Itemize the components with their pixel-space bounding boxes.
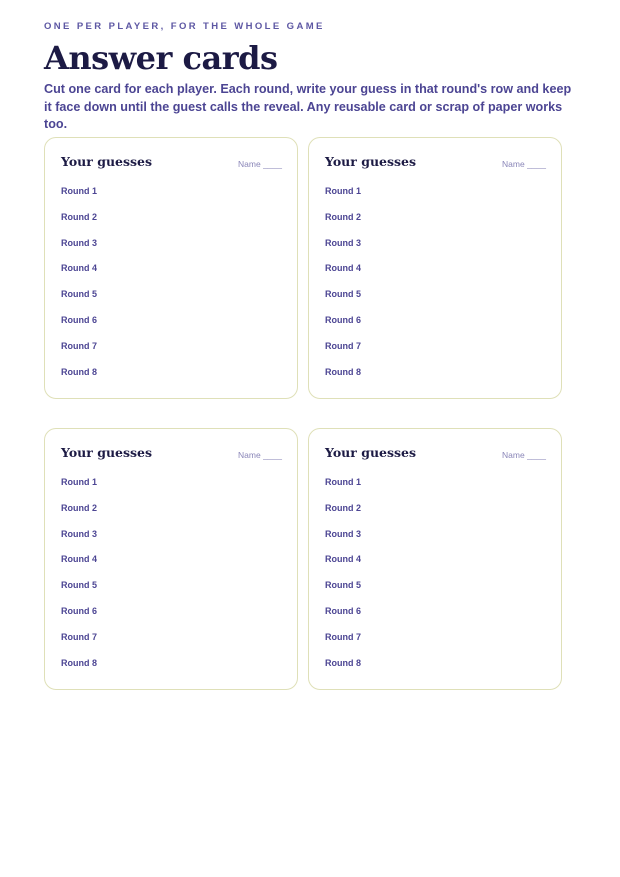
card-title: Your guesses	[61, 154, 153, 169]
round-row: Round 5	[61, 580, 97, 591]
rounds-list	[325, 184, 545, 390]
round-row: Round 5	[325, 289, 361, 300]
card-title: Your guesses	[325, 154, 417, 169]
round-row: Round 1	[325, 186, 361, 196]
round-row: Round 5	[325, 580, 361, 591]
round-row: Round 4	[61, 263, 97, 274]
answer-card	[44, 137, 298, 399]
round-row: Round 4	[325, 554, 361, 565]
round-row: Round 2	[325, 502, 361, 513]
rounds-list	[61, 184, 281, 390]
round-row: Round 1	[61, 477, 97, 487]
eyebrow-label: ONE PER PLAYER, FOR THE WHOLE GAME	[44, 21, 325, 32]
round-row: Round 7	[61, 631, 97, 642]
round-row: Round 6	[325, 605, 361, 616]
round-row: Round 3	[325, 237, 361, 248]
round-row: Round 4	[325, 263, 361, 274]
round-row: Round 3	[325, 528, 361, 539]
round-row: Round 7	[61, 340, 97, 351]
round-row: Round 6	[325, 314, 361, 325]
round-row: Round 2	[61, 211, 97, 222]
name-field: Name ____	[238, 159, 282, 169]
intro-text: Cut one card for each player. Each round, write your guess in that round's row and keep it face down until the guest calls the reveal. Any reusable card or scrap of paper works too.	[44, 82, 572, 131]
name-field: Name ____	[502, 450, 546, 460]
round-row: Round 3	[61, 528, 97, 539]
page-title: Answer cards	[44, 39, 278, 77]
answer-card	[308, 137, 562, 399]
round-row: Round 2	[61, 502, 97, 513]
name-field: Name ____	[502, 159, 546, 169]
card-title: Your guesses	[325, 445, 417, 460]
round-row: Round 8	[325, 366, 361, 377]
round-row: Round 8	[61, 657, 97, 668]
card-title: Your guesses	[61, 445, 153, 460]
round-row: Round 4	[61, 554, 97, 565]
round-row: Round 1	[325, 477, 361, 487]
round-row: Round 8	[325, 657, 361, 668]
round-row: Round 6	[61, 314, 97, 325]
name-field: Name ____	[238, 450, 282, 460]
round-row: Round 1	[61, 186, 97, 196]
rounds-list	[325, 475, 545, 681]
round-row: Round 6	[61, 605, 97, 616]
round-row: Round 7	[325, 340, 361, 351]
rounds-list	[61, 475, 281, 681]
answer-card	[44, 428, 298, 690]
round-row: Round 8	[61, 366, 97, 377]
answer-card	[308, 428, 562, 690]
round-row: Round 5	[61, 289, 97, 300]
round-row: Round 3	[61, 237, 97, 248]
round-row: Round 7	[325, 631, 361, 642]
round-row: Round 2	[325, 211, 361, 222]
